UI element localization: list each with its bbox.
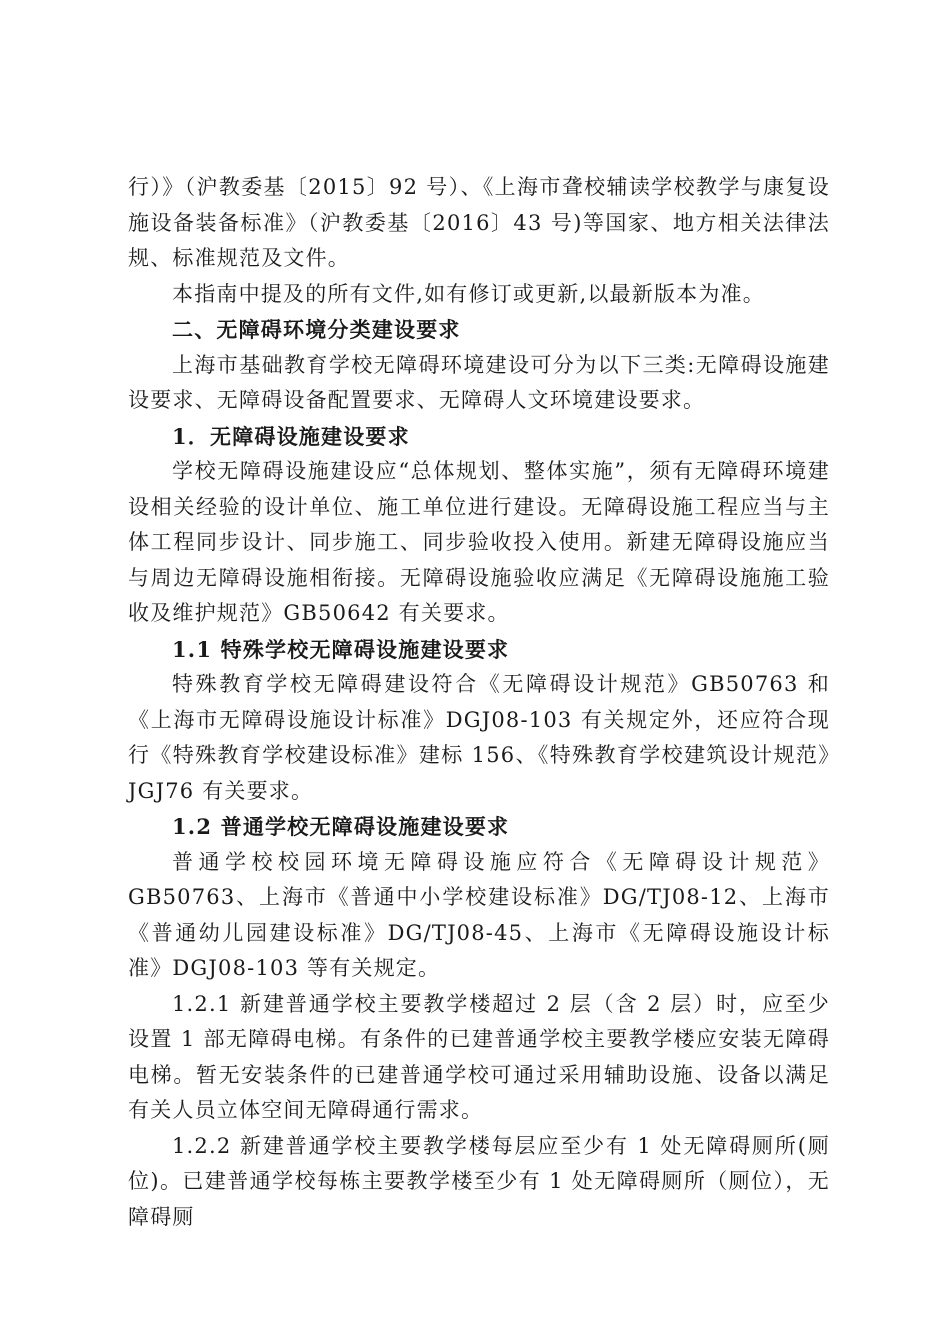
paragraph-regular-schools: 普通学校校园环境无障碍设施应符合《无障碍设计规范》GB50763、上海市《普通中小学校建设标准》DG/TJ08-12、上海市《普通幼儿园建设标准》DG/TJ08-45、上海市《无障碍设施设计标准》DGJ08-103 等有关规定。: [128, 849, 830, 980]
paragraph-continuation: 行）》（沪教委基〔2015〕92 号）、《上海市聋校辅读学校教学与康复设施设备装备标准》（沪教委基〔2016〕43 号)等国家、地方相关法律法规、标准规范及文件。: [128, 175, 830, 270]
paragraph-1-2-2-toilets: 1.2.2 新建普通学校主要教学楼每层应至少有 1 处无障碍厕所(厕位)。已建普通学校每栋主要教学楼至少有 1 处无障碍厕所（厕位），无障碍厕: [128, 1133, 830, 1229]
subsection-heading-1-2: 1.2 普通学校无障碍设施建设要求: [172, 814, 510, 839]
paragraph-categories: 上海市基础教育学校无障碍环境建设可分为以下三类:无障碍设施建设要求、无障碍设备配置要求、无障碍人文环境建设要求。: [128, 352, 830, 412]
document-body: [128, 170, 830, 1235]
subsection-heading-1: 1．无障碍设施建设要求: [172, 423, 410, 449]
paragraph-facility-construction: 学校无障碍设施建设应“总体规划、整体实施”，须有无障碍环境建设相关经验的设计单位、施工单位进行建设。无障碍设施工程应当与主体工程同步设计、同步施工、同步验收投入使用。新建无障碍设施应当与周边无障碍设施相衔接。无障碍设施验收应满足《无障碍设施施工验收及维护规范》GB50642 有关要求。: [128, 459, 830, 625]
paragraph-special-schools: 特殊教育学校无障碍建设符合《无障碍设计规范》GB50763 和《上海市无障碍设施设计标准》DGJ08-103 有关规定外，还应符合现行《特殊教育学校建设标准》建标 156、《特殊教育学校建筑设计规范》JGJ76 有关要求。: [128, 672, 830, 803]
section-heading-2: 二、无障碍环境分类建设要求: [172, 317, 461, 342]
subsection-heading-1-1: 1.1 特殊学校无障碍设施建设要求: [172, 636, 510, 662]
paragraph-revision-note: 本指南中提及的所有文件,如有修订或更新,以最新版本为准。: [172, 281, 765, 306]
paragraph-1-2-1-elevators: 1.2.1 新建普通学校主要教学楼超过 2 层（含 2 层）时，应至少设置 1 部无障碍电梯。有条件的已建普通学校主要教学楼应安装无障碍电梯。暂无安装条件的已建普通学校可通过采用辅助设施、设备以满足有关人员立体空间无障碍通行需求。: [128, 991, 830, 1122]
